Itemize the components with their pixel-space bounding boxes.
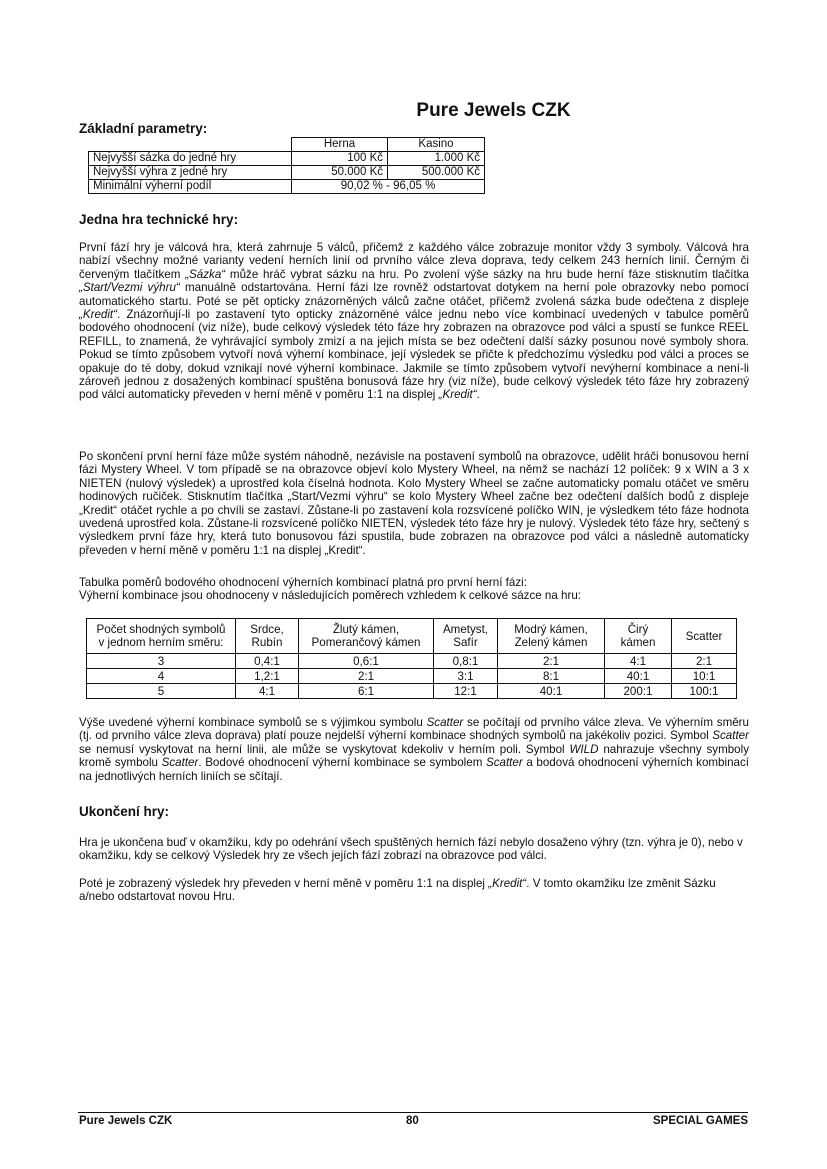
paytable-cell: 2:1 xyxy=(498,654,605,669)
paytable-intro xyxy=(79,576,749,603)
paytable-row xyxy=(87,669,737,684)
paytable-cell: 40:1 xyxy=(498,684,605,699)
paytable-cell: 0,6:1 xyxy=(299,654,434,669)
params-label: Minimální výherní podíl xyxy=(89,180,292,194)
paytable-intro-line-2: Výherní kombinace jsou ohodnoceny v následujících poměrech vzhledem k celkové sázce na hru: xyxy=(79,589,582,603)
text-run: a bodová ohodnocení výherních kombinací na jednotlivých herních liniích se sčítají. xyxy=(79,756,749,783)
paytable-cell: 4:1 xyxy=(605,654,672,669)
game-paragraph-1 xyxy=(79,241,749,402)
params-label: Nejvyšší výhra z jedné hry xyxy=(89,166,292,180)
text-run: . Znázorňují-li po zastavení tyto opticky znázorněné válce jednu nebo více kombinací uvedených v tabulce poměrů bodového ohodnocení (viz níže), bude celkový výsledek této fáze hry zobrazen na obrazovce pod válci a spustí se funkce REEL REFILL, to znamená, že vyhrávající symboly zmizí a na jejich místa se bez odečtení další sázky posunou nové symboly shora. Pokud se tímto způsobem vytvoří nová výherní kombinace, její výsledek se přičte k předchozímu výsledku pod válci a proces se opakuje do té doby, dokud vznikají nové výherní kombinace. Jakmile se tímto způsobem vytvoří nevýherní kombinace a není-li zároveň jednou z dosažených kombinací spuštěna bonusová fáze hry (viz níže), bude celkový výsledek této fáze hry zobrazený pod válci automaticky převeden v herní měně v poměru 1:1 na displej xyxy=(79,308,749,402)
paytable-cell: 40:1 xyxy=(605,669,672,684)
header-line: Pomerančový kámen xyxy=(311,636,421,649)
paytable-cell: 2:1 xyxy=(672,654,737,669)
paytable-cell: 1,2:1 xyxy=(236,669,299,684)
paytable-row xyxy=(87,684,737,699)
params-herna-value: 50.000 Kč xyxy=(292,166,388,180)
paytable-cell: 4:1 xyxy=(236,684,299,699)
paytable-header-row xyxy=(87,619,737,654)
paytable-intro-line-1: Tabulka poměrů bodového ohodnocení výherních kombinací platná pro první herní fázi: xyxy=(79,576,527,589)
paytable-cell: 200:1 xyxy=(605,684,672,699)
paytable-header-yellow-orange xyxy=(299,619,434,654)
emphasized-text: Scatter xyxy=(485,756,523,770)
emphasized-text: „Start/Vezmi výhru“ xyxy=(79,281,180,295)
header-line: Srdce, xyxy=(250,623,284,636)
end-section-heading: Ukončení hry: xyxy=(79,804,170,819)
text-run: . Bodové ohodnocení výherní kombinace se symbolem xyxy=(198,756,486,770)
game-paragraph-2 xyxy=(79,450,749,557)
header-line: Ametyst, xyxy=(442,623,489,636)
header-line: Žlutý kámen, xyxy=(332,623,400,636)
text-run: se počítají od prvního válce zleva. Ve výherním směru (tj. od prvního válce zleva doprava) platí pouze nejdelší výherní kombinace shodných symbolů na jakékoliv pozici. Symbol xyxy=(79,716,749,743)
paytable-cell: 5 xyxy=(87,684,236,699)
paytable-header-clear-stone xyxy=(605,619,672,654)
paytable-cell: 6:1 xyxy=(299,684,434,699)
text-run: může hráč vybrat sázku na hru. Po zvolení výše sázky na hru bude herní fáze stisknutím tlačítka xyxy=(225,267,749,281)
params-row xyxy=(89,180,485,194)
params-col-kasino: Kasino xyxy=(388,138,485,152)
paytable-row xyxy=(87,654,737,669)
params-row xyxy=(89,152,485,166)
basic-params-table xyxy=(88,137,485,194)
paytable-header-blue-green xyxy=(498,619,605,654)
emphasized-text: WILD xyxy=(569,742,599,756)
document-title xyxy=(0,100,827,122)
paytable-cell: 0,8:1 xyxy=(434,654,498,669)
header-line: Modrý kámen, xyxy=(514,623,588,636)
text-run: Hra je ukončena buď v okamžiku, kdy po odehrání všech spuštěných herních fází nebylo dosaženo výhry (tzn. výhra je 0), nebo v okamžiku, kdy se celkový Výsledek hry ze všech jejích fází zobrazí na obrazovce pod válci. xyxy=(79,836,743,863)
text-run: První fází hry je válcová hra, která zahrnuje 5 válců, přičemž z každého válce zobrazuje monitor vždy 3 symboly. Válcová hra nabízí všechny možné varianty vedení herních linií od prvního válce zleva doprava, tedy celkem 243 herních linií. Černým či červeným tlačítkem xyxy=(79,241,749,281)
basic-params-heading: Základní parametry: xyxy=(79,121,208,136)
paytable-header-scatter: Scatter xyxy=(672,619,737,654)
params-header-blank xyxy=(89,138,292,152)
header-line: Zelený kámen xyxy=(514,636,588,649)
params-kasino-value: 500.000 Kč xyxy=(388,166,485,180)
header-line: kámen xyxy=(620,636,656,649)
text-run: Výše uvedené výherní kombinace symbolů se s výjimkou symbolu xyxy=(79,716,427,729)
paytable-cell: 4 xyxy=(87,669,236,684)
params-col-herna: Herna xyxy=(292,138,388,152)
emphasized-text: Scatter xyxy=(426,716,464,729)
paytable-header-count xyxy=(87,619,236,654)
params-kasino-value: 1.000 Kč xyxy=(388,152,485,166)
paytable-cell: 100:1 xyxy=(672,684,737,699)
params-row xyxy=(89,166,485,180)
end-paragraph-2 xyxy=(79,877,749,904)
emphasized-text: Scatter xyxy=(712,729,749,743)
paytable-cell: 3 xyxy=(87,654,236,669)
scatter-rules-paragraph xyxy=(79,716,749,783)
params-header-row xyxy=(89,138,485,152)
header-line: Safír xyxy=(453,636,478,649)
text-run: Po skončení první herní fáze může systém náhodně, nezávisle na postavení symbolů na obrazovce, udělit hráči bonusovou herní fázi Mystery Wheel. V tom případě se na obrazovce objeví kolo Mystery Wheel, na němž se nachází 12 políček: 9 x WIN a 3 x NIETEN (nulový výsledek) a uprostřed kola číselná hodnota. Kolo Mystery Wheel se začne automaticky pomalu otáčet ve směru hodinových ručiček. Stisknutím tlačítka „Start/Vezmi výhru“ se kolo Mystery Wheel začne bez odečtení dalších bodů z displeje „Kredit“ otáčet rychle a po chvíli se zastaví. Zůstane-li po zastavení kola rozsvícené políčko WIN, je výsledkem této fáze hodnota uvedená uprostřed kola. Zůstane-li rozsvícené políčko NIETEN, výsledek této fáze hry je nulový. Výsledek této fáze hry, sečtený s výsledkem první fáze hry, která tuto bonusovou fázi spustila, bude zobrazen na obrazovce pod válci a následně automaticky převeden v herní měně v poměru 1:1 na displej „Kredit“. xyxy=(79,450,749,557)
text-run: manuálně odstartována. Herní fázi lze rovněž odstartovat dotykem na herní pole obrazovky nebo pomocí automatického startu. Poté se pět opticky znázorněných válců začne otáčet, přičemž zvolená sázka bude odečtena z displeje xyxy=(79,281,749,308)
paytable-cell: 8:1 xyxy=(498,669,605,684)
emphasized-text: „Kredit“ xyxy=(438,388,477,402)
text-run: nahrazuje všechny symboly kromě symbolu xyxy=(79,742,750,770)
header-line: v jednom herním směru: xyxy=(98,636,224,649)
footer-left: Pure Jewels CZK xyxy=(79,1115,173,1127)
paytable-cell: 2:1 xyxy=(299,669,434,684)
text-run: . xyxy=(476,388,480,402)
header-line: Počet shodných symbolů xyxy=(96,623,226,636)
paytable-cell: 10:1 xyxy=(672,669,737,684)
emphasized-text: „Sázka“ xyxy=(185,267,226,281)
text-run: se nemusí vyskytovat na herní linii, ale může se vyskytovat kdekoliv v herním poli. Symbol xyxy=(79,742,570,756)
end-paragraph-1 xyxy=(79,836,749,863)
paytable-cell: 0,4:1 xyxy=(236,654,299,669)
paytable-cell: 3:1 xyxy=(434,669,498,684)
params-combined-value: 90,02 % - 96,05 % xyxy=(292,180,485,194)
footer-divider xyxy=(78,1112,748,1113)
text-run: . V tomto okamžiku lze změnit Sázku a/nebo odstartovat novou Hru. xyxy=(79,877,716,904)
paytable-header-amethyst-sapphire xyxy=(434,619,498,654)
emphasized-text: „Kredit“ xyxy=(488,877,527,890)
header-line: Rubín xyxy=(251,636,283,649)
paytable-header-heart-ruby xyxy=(236,619,299,654)
header-line: Čirý xyxy=(627,623,649,636)
emphasized-text: „Kredit“ xyxy=(79,308,118,322)
text-run: Poté je zobrazený výsledek hry převeden v herní měně v poměru 1:1 na displej xyxy=(79,877,489,890)
footer-right: SPECIAL GAMES xyxy=(653,1115,748,1127)
game-section-heading: Jedna hra technické hry: xyxy=(79,212,239,227)
params-herna-value: 100 Kč xyxy=(292,152,388,166)
params-label: Nejvyšší sázka do jedné hry xyxy=(89,152,292,166)
paytable xyxy=(86,618,737,699)
document-title-text: Pure Jewels CZK xyxy=(416,100,571,121)
paytable-cell: 12:1 xyxy=(434,684,498,699)
emphasized-text: Scatter xyxy=(161,756,199,770)
footer-page-number: 80 xyxy=(406,1115,419,1127)
